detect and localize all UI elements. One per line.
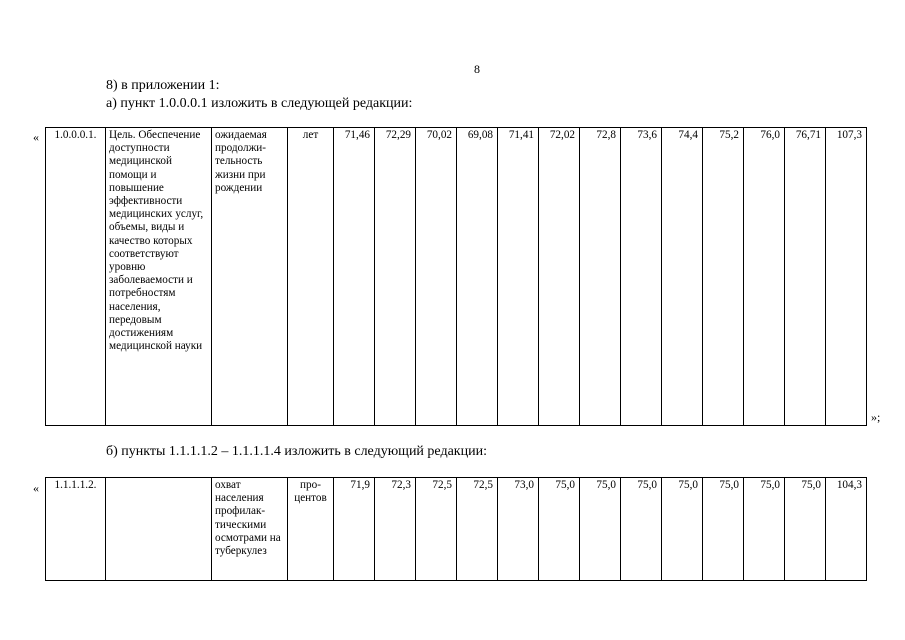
close-quote-semicolon: »;: [871, 410, 881, 424]
open-quote-2: «: [33, 481, 39, 495]
table-item-1-0-0-0-1: [45, 127, 867, 426]
cell-value: 72,5: [457, 478, 498, 581]
cell-value: 75,0: [744, 478, 785, 581]
cell-code: 1.0.0.0.1.: [46, 128, 106, 426]
cell-goal: [106, 478, 212, 581]
cell-value: 75,0: [539, 478, 580, 581]
table-row: [46, 478, 867, 581]
cell-value: 72,3: [375, 478, 416, 581]
cell-value: 75,2: [703, 128, 744, 426]
cell-value: 72,02: [539, 128, 580, 426]
cell-indicator: ожидаемая продолжи-тельность жизни при рождении: [212, 128, 288, 426]
cell-value: 73,0: [498, 478, 539, 581]
cell-value: 76,71: [785, 128, 826, 426]
cell-value: 72,5: [416, 478, 457, 581]
cell-value: 71,9: [334, 478, 375, 581]
cell-unit: лет: [288, 128, 334, 426]
page-number: 8: [474, 62, 480, 76]
cell-value: 76,0: [744, 128, 785, 426]
cell-value: 71,46: [334, 128, 375, 426]
cell-value: 104,3: [826, 478, 867, 581]
cell-indicator: охват населения профилак-тическими осмотрами на туберкулез: [212, 478, 288, 581]
cell-value: 74,4: [662, 128, 703, 426]
cell-value: 73,6: [621, 128, 662, 426]
cell-value: 72,8: [580, 128, 621, 426]
open-quote-1: «: [33, 130, 39, 144]
cell-value: 75,0: [621, 478, 662, 581]
cell-value: 75,0: [662, 478, 703, 581]
cell-value: 75,0: [785, 478, 826, 581]
cell-value: 72,29: [375, 128, 416, 426]
cell-value: 71,41: [498, 128, 539, 426]
cell-value: 70,02: [416, 128, 457, 426]
cell-value: 75,0: [703, 478, 744, 581]
cell-code: 1.1.1.1.2.: [46, 478, 106, 581]
cell-unit: про-центов: [288, 478, 334, 581]
cell-value: 75,0: [580, 478, 621, 581]
paragraph-sub-a: а) пункт 1.0.0.0.1 изложить в следующей редакции:: [106, 96, 413, 111]
cell-value: 107,3: [826, 128, 867, 426]
paragraph-sub-b: б) пункты 1.1.1.1.2 – 1.1.1.1.4 изложить в следующий редакции:: [106, 444, 487, 459]
paragraph-item-8: 8) в приложении 1:: [106, 78, 220, 93]
cell-goal: Цель. Обеспечение доступности медицинской помощи и повышение эффективности медицинских услуг, объемы, виды и качество которых соответствуют уровню заболеваемости и потребностям населения, передовым достижениям медицинской науки: [106, 128, 212, 426]
cell-value: 69,08: [457, 128, 498, 426]
table-item-1-1-1-1-2: [45, 477, 867, 581]
table-row: [46, 128, 867, 426]
